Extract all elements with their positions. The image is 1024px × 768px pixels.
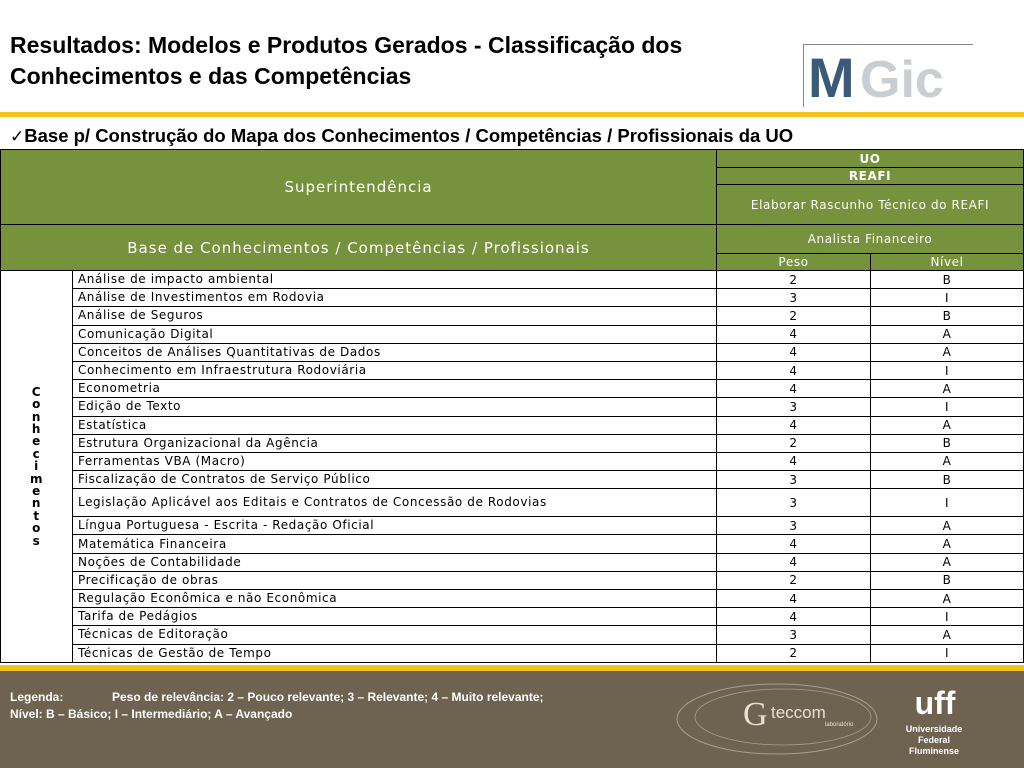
nivel-value: A <box>871 626 1024 644</box>
nivel-header: Nível <box>871 254 1024 271</box>
table-row <box>1 434 1024 452</box>
knowledge-item: Conceitos de Análises Quantitativas de Dados <box>73 343 717 361</box>
peso-value: 3 <box>717 489 871 517</box>
legend-line-peso <box>10 689 690 706</box>
nivel-value: B <box>871 571 1024 589</box>
knowledge-item: Análise de Investimentos em Rodovia <box>73 289 717 307</box>
table-row <box>1 608 1024 626</box>
category-letter: s <box>32 533 41 548</box>
uo-header: UO <box>717 150 1024 168</box>
category-letter: o <box>32 397 41 412</box>
table-row <box>1 517 1024 535</box>
knowledge-item: Precificação de obras <box>73 571 717 589</box>
category-letter: C <box>31 384 42 399</box>
gteccom-name: teccom <box>771 703 826 722</box>
nivel-value: A <box>871 452 1024 470</box>
knowledge-item: Análise de Seguros <box>73 307 717 325</box>
table-row <box>1 489 1024 517</box>
category-letter: t <box>33 508 40 523</box>
uff-logo-text: uff <box>914 685 956 721</box>
nivel-value: I <box>871 644 1024 662</box>
mgic-logo-graphic <box>804 45 974 108</box>
category-label <box>1 271 73 663</box>
knowledge-item: Ferramentas VBA (Macro) <box>73 452 717 470</box>
table-row <box>1 471 1024 489</box>
nivel-value: I <box>871 489 1024 517</box>
base-header: Base de Conhecimentos / Competências / Profissionais <box>1 225 717 271</box>
knowledge-item: Análise de impacto ambiental <box>73 271 717 289</box>
peso-value: 2 <box>717 307 871 325</box>
role-header: Analista Financeiro <box>717 225 1024 254</box>
nivel-value: I <box>871 608 1024 626</box>
table-row <box>1 553 1024 571</box>
gteccom-sub: laboratório <box>825 722 854 728</box>
uff-name-line: Fluminense <box>908 746 959 756</box>
knowledge-item: Língua Portuguesa - Escrita - Redação Oficial <box>73 517 717 535</box>
table-row <box>1 571 1024 589</box>
knowledge-item: Estatística <box>73 416 717 434</box>
peso-value: 3 <box>717 471 871 489</box>
knowledge-item: Comunicação Digital <box>73 325 717 343</box>
reafi-header: REAFI <box>717 168 1024 185</box>
uff-logo-graphic <box>895 684 975 724</box>
legend-nivel-text: Nível: B – Básico; I – Intermediário; A – Avançado <box>10 707 293 721</box>
nivel-value: A <box>871 416 1024 434</box>
table-row <box>1 626 1024 644</box>
section-subtitle <box>10 124 1020 149</box>
nivel-value: I <box>871 289 1024 307</box>
table-row <box>1 535 1024 553</box>
uff-name-line: Federal <box>917 735 950 745</box>
table-row <box>1 644 1024 662</box>
nivel-value: A <box>871 380 1024 398</box>
nivel-value: B <box>871 271 1024 289</box>
peso-value: 2 <box>717 271 871 289</box>
category-letter: m <box>29 471 44 486</box>
nivel-value: B <box>871 471 1024 489</box>
peso-value: 4 <box>717 590 871 608</box>
category-letter: n <box>31 496 42 511</box>
superintendencia-header: Superintendência <box>1 150 717 225</box>
nivel-value: A <box>871 553 1024 571</box>
knowledge-item: Regulação Econômica e não Econômica <box>73 590 717 608</box>
knowledge-item: Econometria <box>73 380 717 398</box>
knowledge-item: Técnicas de Editoração <box>73 626 717 644</box>
category-letter: i <box>34 459 39 474</box>
gteccom-logo-graphic <box>675 681 880 756</box>
uff-name-line: Universidade <box>905 724 963 734</box>
nivel-value: A <box>871 343 1024 361</box>
peso-value: 3 <box>717 626 871 644</box>
svg-text:Gic: Gic <box>860 51 944 108</box>
legend-label: Legenda: <box>10 690 64 704</box>
mgic-logo <box>803 44 973 107</box>
category-letter: c <box>32 446 41 461</box>
peso-value: 2 <box>717 434 871 452</box>
peso-value: 4 <box>717 416 871 434</box>
table-row <box>1 361 1024 379</box>
table-row <box>1 398 1024 416</box>
table-row <box>1 590 1024 608</box>
nivel-value: B <box>871 434 1024 452</box>
table-row <box>1 325 1024 343</box>
category-letter: n <box>31 409 42 424</box>
nivel-value: I <box>871 361 1024 379</box>
peso-value: 3 <box>717 517 871 535</box>
svg-text:M: M <box>808 46 855 108</box>
knowledge-item: Fiscalização de Contratos de Serviço Público <box>73 471 717 489</box>
uff-name <box>888 724 980 757</box>
knowledge-item: Matemática Financeira <box>73 535 717 553</box>
subtitle-text: Base p/ Construção do Mapa dos Conhecimentos / Competências / Profissionais da UO <box>24 125 794 146</box>
category-letter: e <box>32 483 41 498</box>
peso-value: 4 <box>717 452 871 470</box>
activity-header: Elaborar Rascunho Técnico do REAFI <box>717 185 1024 225</box>
knowledge-item: Técnicas de Gestão de Tempo <box>73 644 717 662</box>
peso-value: 2 <box>717 571 871 589</box>
legend <box>10 689 690 723</box>
gteccom-logo <box>675 681 880 756</box>
table-row <box>1 452 1024 470</box>
checkmark-icon: ✓ <box>10 127 25 147</box>
nivel-value: I <box>871 398 1024 416</box>
nivel-value: B <box>871 307 1024 325</box>
category-letter: h <box>31 421 42 436</box>
table-row <box>1 380 1024 398</box>
knowledge-item: Conhecimento em Infraestrutura Rodoviária <box>73 361 717 379</box>
page-title: Resultados: Modelos e Produtos Gerados - Classificação dos Conhecimentos e das Competências <box>10 32 683 89</box>
table-row <box>1 416 1024 434</box>
knowledge-item: Edição de Texto <box>73 398 717 416</box>
peso-value: 4 <box>717 361 871 379</box>
knowledge-item: Noções de Contabilidade <box>73 553 717 571</box>
peso-value: 4 <box>717 380 871 398</box>
gteccom-g: G <box>743 696 768 733</box>
peso-value: 3 <box>717 398 871 416</box>
category-letter: o <box>32 521 41 536</box>
peso-header: Peso <box>717 254 871 271</box>
peso-value: 4 <box>717 343 871 361</box>
peso-value: 4 <box>717 325 871 343</box>
peso-value: 3 <box>717 289 871 307</box>
peso-value: 4 <box>717 535 871 553</box>
nivel-value: A <box>871 590 1024 608</box>
knowledge-item: Legislação Aplicável aos Editais e Contratos de Concessão de Rodovias <box>73 489 717 517</box>
table-row <box>1 289 1024 307</box>
peso-value: 4 <box>717 553 871 571</box>
nivel-value: A <box>871 517 1024 535</box>
category-letter: e <box>32 434 41 449</box>
table-row <box>1 343 1024 361</box>
knowledge-table <box>0 149 1024 663</box>
knowledge-item: Estrutura Organizacional da Agência <box>73 434 717 452</box>
peso-value: 4 <box>717 608 871 626</box>
nivel-value: A <box>871 535 1024 553</box>
nivel-value: A <box>871 325 1024 343</box>
knowledge-item: Tarifa de Pedágios <box>73 608 717 626</box>
legend-peso-text: Peso de relevância: 2 – Pouco relevante; 3 – Relevante; 4 – Muito relevante; <box>112 690 544 704</box>
table-row <box>1 307 1024 325</box>
table-row <box>1 271 1024 289</box>
header-divider <box>0 112 1024 117</box>
peso-value: 2 <box>717 644 871 662</box>
